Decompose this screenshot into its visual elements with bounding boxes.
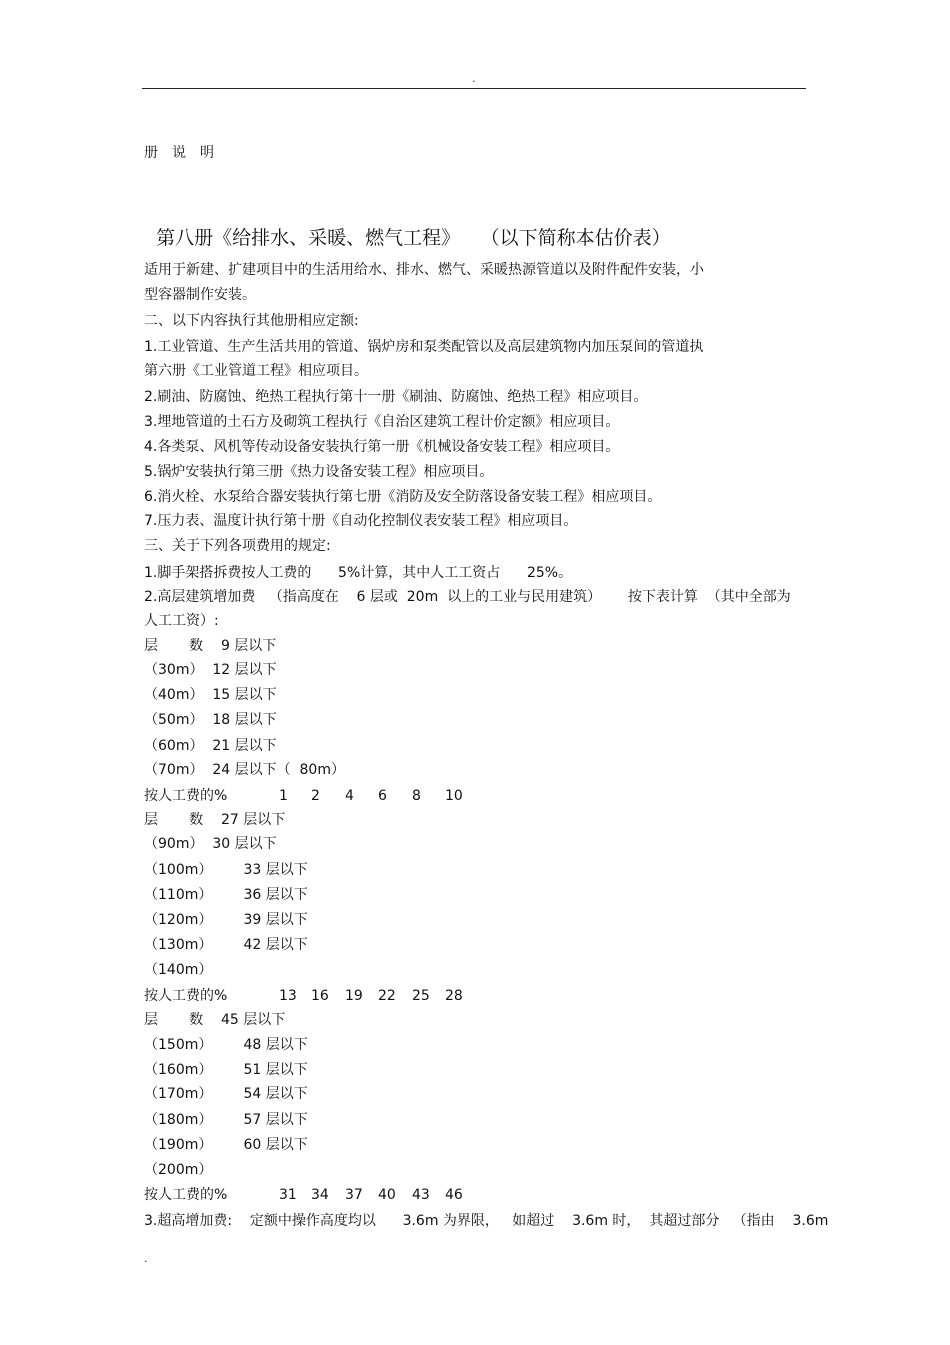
table1-value: 10 (445, 788, 463, 804)
table3-value: 46 (445, 1187, 463, 1203)
body-line: 3.超高增加费: 定额中操作高度均以 3.6m 为界限， 如超过 3.6m 时， 其超过部分 （指由 3.6m (144, 1213, 829, 1229)
table2-value: 19 (345, 988, 363, 1004)
body-line: 7.压力表、温度计执行第十册《自动化控制仪表安装工程》相应项目。 (144, 513, 578, 529)
body-line: 人工工资）: (144, 613, 219, 629)
table3-row: （170m） 54 层以下 (144, 1086, 308, 1102)
body-line: 型容器制作安装。 (144, 287, 256, 303)
table1-row: （70m） 24 层以下（ 80m） (144, 762, 345, 778)
body-line: 二、以下内容执行其他册相应定额: (144, 313, 359, 329)
table3-pct-label: 按人工费的% (144, 1187, 228, 1203)
table2-value: 22 (378, 988, 396, 1004)
table1-value: 4 (345, 788, 354, 804)
table2-row: （100m） 33 层以下 (144, 862, 308, 878)
table3-row: （160m） 51 层以下 (144, 1062, 308, 1078)
header-mark: . (472, 72, 476, 85)
body-line: 1.脚手架搭拆费按人工费的 5%计算，其中人工工资占 25%。 (144, 565, 573, 581)
body-line: 第六册《工业管道工程》相应项目。 (144, 363, 368, 379)
table1-row: （40m） 15 层以下 (144, 687, 277, 703)
body-line: 5.锅炉安装执行第三册《热力设备安装工程》相应项目。 (144, 464, 494, 480)
table3-row: （180m） 57 层以下 (144, 1112, 308, 1128)
title-sub: （以下简称本估价表） (490, 227, 671, 249)
table3-row: （150m） 48 层以下 (144, 1037, 308, 1053)
body-line: 2.刷油、防腐蚀、绝热工程执行第十一册《刷油、防腐蚀、绝热工程》相应项目。 (144, 389, 648, 405)
table3-row: 层 数 45 层以下 (144, 1012, 286, 1028)
table1-row: （50m） 18 层以下 (144, 712, 277, 728)
table3-value: 40 (378, 1187, 396, 1203)
table2-row: （140m） (144, 962, 213, 978)
table2-row: （110m） 36 层以下 (144, 887, 308, 903)
body-line: 2.高层建筑增加费 （指高度在 6 层或 20m 以上的工业与民用建筑） 按下表计算 （其中全部为 (144, 589, 791, 605)
table2-value: 16 (311, 988, 329, 1004)
table2-pct-label: 按人工费的% (144, 988, 228, 1004)
table3-value: 43 (412, 1187, 430, 1203)
table2-row: 层 数 27 层以下 (144, 812, 286, 828)
table2-row: （130m） 42 层以下 (144, 937, 308, 953)
body-line: 4.各类泵、风机等传动设备安装执行第一册《机械设备安装工程》相应项目。 (144, 439, 620, 455)
section-label: 册说明 (144, 145, 228, 161)
table1-row: 层 数 9 层以下 (144, 638, 277, 654)
table3-value: 37 (345, 1187, 363, 1203)
table3-value: 31 (279, 1187, 297, 1203)
table1-pct-label: 按人工费的% (144, 788, 228, 804)
table2-row: （90m） 30 层以下 (144, 836, 277, 852)
body-line: 6.消火栓、水泵给合器安装执行第七册《消防及安全防落设备安装工程》相应项目。 (144, 489, 662, 505)
table2-row: （120m） 39 层以下 (144, 912, 308, 928)
title-main: 第八册《给排水、采暖、燃气工程》 (156, 227, 461, 249)
table1-value: 2 (311, 788, 320, 804)
body-line: 1.工业管道、生产生活共用的管道、锅炉房和泵类配管以及高层建筑物内加压泵间的管道执 (144, 339, 704, 355)
body-line: 3.埋地管道的土石方及砌筑工程执行《自治区建筑工程计价定额》相应项目。 (144, 414, 620, 430)
table2-value: 13 (279, 988, 297, 1004)
table3-row: （200m） (144, 1162, 213, 1178)
table1-row: （60m） 21 层以下 (144, 738, 277, 754)
table1-value: 8 (412, 788, 421, 804)
table1-value: 6 (378, 788, 387, 804)
body-line: 三、关于下列各项费用的规定: (144, 538, 331, 554)
table3-row: （190m） 60 层以下 (144, 1137, 308, 1153)
body-line: 适用于新建、扩建项目中的生活用给水、排水、燃气、采暖热源管道以及附件配件安装，小 (144, 262, 704, 278)
table1-row: （30m） 12 层以下 (144, 662, 277, 678)
table1-value: 1 (279, 788, 288, 804)
document-title (144, 201, 671, 250)
table2-value: 25 (412, 988, 430, 1004)
header-rule (142, 88, 806, 89)
footer-mark: . (144, 1252, 148, 1265)
table3-value: 34 (311, 1187, 329, 1203)
table2-value: 28 (445, 988, 463, 1004)
